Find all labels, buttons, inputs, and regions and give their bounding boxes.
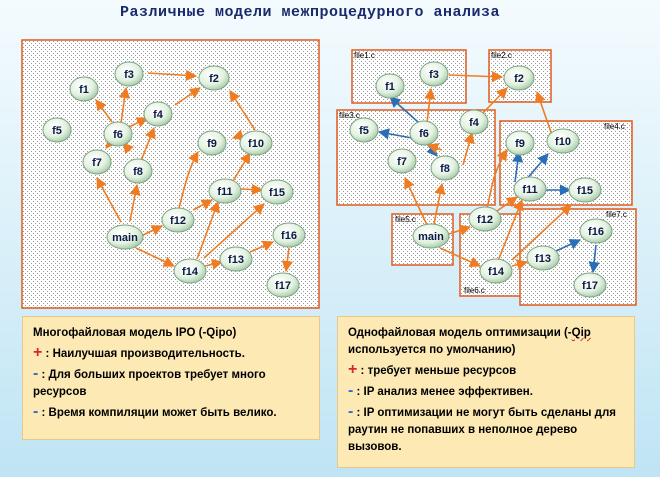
svg-text:f10: f10 — [248, 138, 264, 150]
svg-text:f16: f16 — [588, 226, 604, 238]
left-graph-area — [22, 40, 319, 308]
left-node-main — [107, 225, 143, 249]
left-node-f10 — [240, 131, 272, 155]
single-file-con-item-2: - : IP оптимизации не могут быть сделаны для раутин не попавших в неполное дерево вызовов. — [348, 403, 616, 453]
svg-text:f11: f11 — [522, 184, 538, 196]
svg-text:f16: f16 — [281, 230, 297, 242]
svg-text:f11: f11 — [217, 186, 233, 198]
svg-text:f5: f5 — [52, 125, 62, 137]
svg-text:f5: f5 — [359, 125, 369, 137]
right-node-f10 — [547, 129, 579, 153]
minus-sign: - — [33, 365, 39, 382]
multi-file-con-item-2: - : Время компиляции может быть велико. — [33, 403, 277, 420]
right-node-f11 — [514, 177, 546, 201]
right-node-f15 — [569, 178, 601, 202]
left-node-f1 — [70, 77, 98, 101]
svg-text:f15: f15 — [577, 185, 593, 197]
right-node-f17 — [574, 273, 606, 297]
svg-text:f3: f3 — [124, 69, 134, 81]
svg-text:f13: f13 — [535, 253, 551, 265]
left-node-f3 — [115, 62, 143, 86]
svg-text:f8: f8 — [440, 163, 450, 175]
plus-sign: + — [33, 344, 43, 361]
svg-text:f2: f2 — [209, 73, 219, 85]
single-file-opt-heading: Однофайловая модель оптимизации (-Qip используется по умолчанию) — [348, 327, 591, 356]
left-node-f14 — [174, 259, 206, 283]
single-file-pro-item: + : требует меньше ресурсов — [348, 361, 517, 378]
svg-text:f17: f17 — [582, 280, 598, 292]
left-node-f9 — [198, 131, 226, 155]
left-node-f12 — [162, 208, 194, 232]
right-node-f4 — [460, 110, 488, 134]
svg-text:f6: f6 — [419, 128, 429, 140]
file-label-file1: file1.c — [354, 51, 375, 60]
left-node-f13 — [220, 247, 252, 271]
svg-text:f6: f6 — [113, 129, 123, 141]
left-node-f11 — [209, 179, 241, 203]
svg-text:f7: f7 — [397, 156, 407, 168]
page-title: Различные модели межпроцедурного анализа — [119, 4, 501, 21]
multi-file-ipo-heading: Многофайловая модель IPO (-Qipo) — [33, 327, 237, 339]
minus-sign: - — [348, 403, 354, 420]
qip-flag: Qip — [571, 327, 591, 339]
right-node-f5 — [350, 118, 378, 142]
right-node-f8 — [431, 156, 459, 180]
right-node-f12 — [469, 207, 501, 231]
minus-sign: - — [348, 382, 354, 399]
left-node-f16 — [273, 223, 305, 247]
svg-text:f15: f15 — [269, 187, 285, 199]
file-label-file4: file4.c — [604, 122, 625, 131]
svg-text:f9: f9 — [207, 138, 217, 150]
single-file-con-item-1: - : IP анализ менее эффективен. — [348, 382, 533, 399]
svg-text:f7: f7 — [92, 157, 102, 169]
file-label-file2: file2.c — [491, 51, 512, 60]
right-node-f7 — [388, 149, 416, 173]
file-label-file5: file5.c — [395, 215, 416, 224]
right-node-main — [413, 224, 449, 248]
left-node-f6 — [104, 122, 132, 146]
svg-text:f12: f12 — [170, 215, 186, 227]
left-node-f7 — [83, 150, 111, 174]
file-label-file3: file3.c — [339, 111, 360, 120]
svg-text:f4: f4 — [469, 117, 479, 129]
svg-text:f14: f14 — [182, 266, 198, 278]
multi-file-con-item-1: - : Для больших проектов требует много ресурсов — [33, 365, 266, 398]
right-node-f9 — [506, 131, 534, 155]
svg-text:main: main — [112, 232, 138, 244]
svg-text:main: main — [418, 231, 444, 243]
multi-file-pro-item: + : Наилучшая производительность. — [33, 344, 245, 361]
svg-text:f12: f12 — [477, 214, 493, 226]
left-node-f4 — [144, 102, 172, 126]
right-node-f16 — [580, 219, 612, 243]
left-node-f17 — [267, 273, 299, 297]
right-node-f6 — [410, 121, 438, 145]
plus-sign: + — [348, 361, 358, 378]
svg-text:f13: f13 — [228, 254, 244, 266]
svg-text:f8: f8 — [133, 166, 143, 178]
file-label-file7: file7.c — [606, 210, 627, 219]
svg-text:f14: f14 — [488, 266, 504, 278]
right-node-f1 — [376, 74, 404, 98]
right-node-f13 — [527, 246, 559, 270]
left-node-f5 — [43, 118, 71, 142]
svg-text:f1: f1 — [79, 84, 89, 96]
left-node-f8 — [124, 159, 152, 183]
left-node-f15 — [261, 180, 293, 204]
right-node-f3 — [420, 62, 448, 86]
svg-text:f3: f3 — [429, 69, 439, 81]
svg-text:f17: f17 — [275, 280, 291, 292]
svg-text:f1: f1 — [385, 81, 395, 93]
right-node-f14 — [480, 259, 512, 283]
minus-sign: - — [33, 403, 39, 420]
file-label-file6: file6.c — [464, 286, 485, 295]
svg-text:f2: f2 — [514, 73, 524, 85]
multi-file-ipo-panel — [22, 316, 320, 440]
right-node-f2 — [504, 66, 534, 90]
svg-text:f4: f4 — [153, 109, 163, 121]
single-file-opt-panel — [337, 316, 635, 468]
svg-text:f10: f10 — [555, 136, 571, 148]
svg-text:f9: f9 — [515, 138, 525, 150]
left-node-f2 — [199, 66, 229, 90]
